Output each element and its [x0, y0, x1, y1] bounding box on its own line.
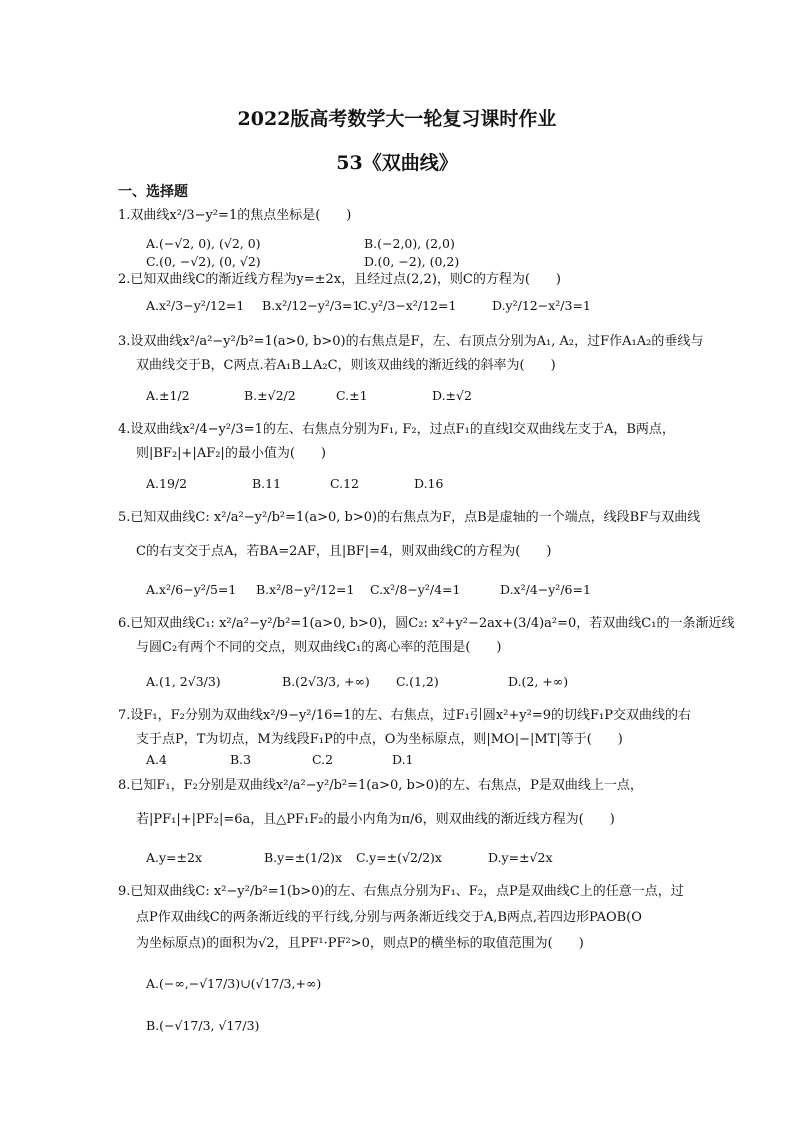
option-b: B.x²/12−y²/3=1 [262, 298, 361, 313]
question-text: 7.设F₁，F₂分别为双曲线x²/9−y²/16=1的左、右焦点，过F₁引圆x²+y²=9的切线F₁P交双曲线的右 [118, 708, 691, 723]
option-d: D.y²/12−x²/3=1 [492, 298, 591, 313]
option-b: B.(−2,0), (2,0) [364, 236, 455, 251]
question-7 [118, 708, 708, 747]
option-b: B.(2√3/3, +∞) [282, 674, 370, 689]
option-c: C.±1 [336, 388, 368, 403]
question-text-cont: 若|PF₁|+|PF₂|=6a，且△PF₁F₂的最小内角为π/6，则双曲线的渐近线方程为( ) [136, 812, 615, 827]
option-d: D.y=±√2x [488, 850, 553, 865]
option-c: C.x²/8−y²/4=1 [370, 582, 461, 597]
option-d: D.(0, −2), (0,2) [364, 254, 460, 269]
option-c: C.(0, −√2), (0, √2) [146, 254, 261, 269]
question-8 [118, 778, 708, 827]
question-text-cont: 支于点P，T为切点，M为线段F₁P的中点，O为坐标原点，则|MO|−|MT|等于( ) [136, 732, 623, 747]
question-text: 6.已知双曲线C₁: x²/a²−y²/b²=1(a>0, b>0)，圆C₂: x²+y²−2ax+(3/4)a²=0，若双曲线C₁的一条渐近线 [118, 616, 735, 631]
document-title: 2022版高考数学大一轮复习课时作业 [237, 108, 557, 130]
option-a: A.(−∞,−√17/3)∪(√17/3,+∞) [146, 976, 322, 991]
question-text-cont: 点P作双曲线C的两条渐近线的平行线,分别与两条渐近线交于A,B两点,若四边形PAOB(O [136, 910, 642, 925]
option-b: B.±√2/2 [244, 388, 296, 403]
option-b: B.x²/8−y²/12=1 [256, 582, 355, 597]
option-a: A.x²/6−y²/5=1 [146, 582, 237, 597]
question-6 [118, 616, 735, 655]
option-d: D.x²/4−y²/6=1 [500, 582, 591, 597]
option-c: C.12 [330, 476, 359, 491]
option-a: A.y=±2x [146, 850, 203, 865]
question-9 [118, 884, 708, 951]
question-text-cont: C的右支交于点A，若BA=2AF，且|BF|=4，则双曲线C的方程为( ) [136, 544, 552, 559]
option-a: A.x²/3−y²/12=1 [146, 298, 245, 313]
option-c: C.y=±(√2/2)x [356, 850, 442, 865]
question-2 [118, 272, 708, 288]
question-5 [118, 510, 708, 559]
option-a: A.4 [146, 752, 167, 767]
question-4 [118, 422, 708, 461]
option-a: A.19/2 [146, 476, 188, 491]
question-text: 1.双曲线x²/3−y²=1的焦点坐标是( ) [118, 208, 352, 223]
question-text-cont: 与圆C₂有两个不同的交点，则双曲线C₁的离心率的范围是( ) [136, 640, 502, 655]
question-text: 4.设双曲线x²/4−y²/3=1的左、右焦点分别为F₁, F₂，过点F₁的直线l交双曲线左支于A，B两点， [118, 422, 675, 437]
option-d: D.1 [392, 752, 414, 767]
section-heading: 一、选择题 [118, 184, 188, 200]
option-d: D.16 [414, 476, 444, 491]
question-3 [118, 334, 708, 373]
question-text-cont: 则|BF₂|+|AF₂|的最小值为( ) [136, 446, 326, 461]
document-subtitle: 53《双曲线》 [336, 152, 458, 174]
option-b: B.(−√17/3, √17/3) [146, 1018, 260, 1033]
option-c: C.y²/3−x²/12=1 [358, 298, 457, 313]
option-a: A.(1, 2√3/3) [146, 674, 221, 689]
question-text-cont-2: 为坐标原点)的面积为√2，且PF¹·PF²>0，则点P的横坐标的取值范围为( ) [136, 936, 584, 951]
question-text: 9.已知双曲线C: x²−y²/b²=1(b>0)的左、右焦点分别为F₁、F₂，点P是双曲线C上的任意一点，过 [118, 884, 684, 899]
option-a: A.(−√2, 0), (√2, 0) [146, 236, 261, 251]
option-c: C.(1,2) [396, 674, 439, 689]
question-text-cont: 双曲线交于B，C两点.若A₁B⊥A₂C，则该双曲线的渐近线的斜率为( ) [136, 358, 556, 373]
option-d: D.(2, +∞) [508, 674, 569, 689]
option-c: C.2 [312, 752, 334, 767]
option-b: B.3 [230, 752, 252, 767]
option-b: B.y=±(1/2)x [264, 850, 343, 865]
option-b: B.11 [252, 476, 282, 491]
option-a: A.±1/2 [146, 388, 190, 403]
option-d: D.±√2 [432, 388, 472, 403]
question-1 [118, 208, 708, 224]
question-text: 8.已知F₁，F₂分别是双曲线x²/a²−y²/b²=1(a>0, b>0)的左、右焦点，P是双曲线上一点， [118, 778, 643, 793]
question-text: 3.设双曲线x²/a²−y²/b²=1(a>0, b>0)的右焦点是F，左、右顶点分别为A₁, A₂，过F作A₁A₂的垂线与 [118, 334, 704, 349]
question-text: 2.已知双曲线C的渐近线方程为y=±2x，且经过点(2,2)，则C的方程为( ) [118, 272, 561, 287]
question-text: 5.已知双曲线C: x²/a²−y²/b²=1(a>0, b>0)的右焦点为F，点B是虚轴的一个端点，线段BF与双曲线 [118, 510, 701, 525]
